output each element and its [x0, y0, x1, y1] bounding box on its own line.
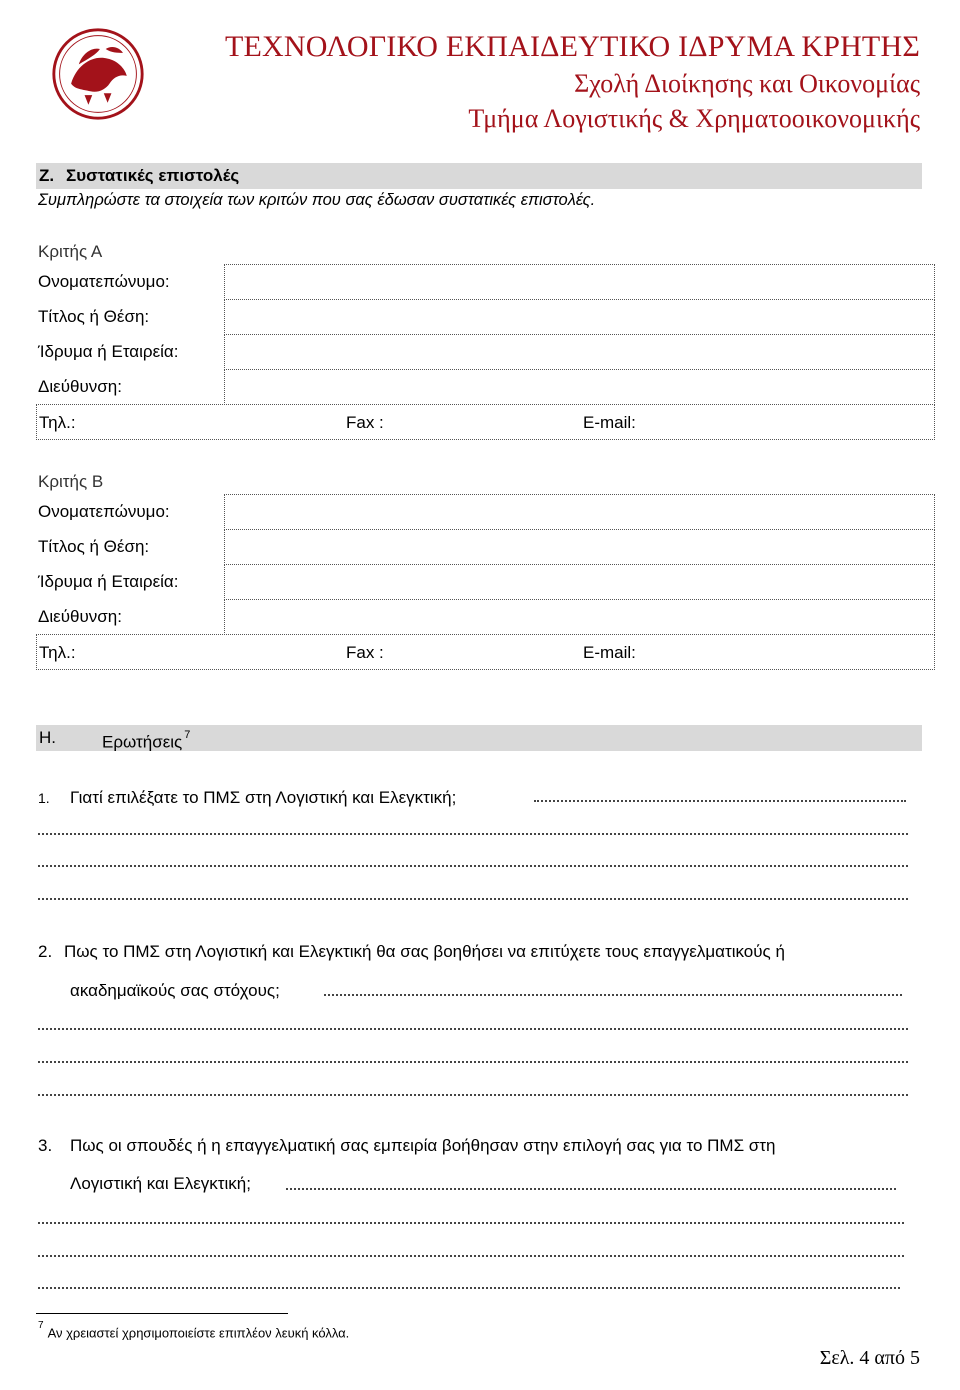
school-name: Σχολή Διοίκησης και Οικονομίας	[574, 69, 920, 98]
judge-b-institution-row	[36, 564, 935, 600]
footnote-text: Αν χρειαστεί χρησιμοποιείστε επιπλέον λευκή κόλλα.	[47, 1325, 350, 1341]
judge-a-tel-label: Τηλ.:	[39, 413, 76, 432]
judge-a-title-label: Τίτλος ή Θέση:	[38, 307, 150, 326]
judge-a-institution-label: Ίδρυμα ή Εταιρεία:	[38, 342, 179, 361]
judge-a-name-row	[36, 264, 935, 300]
judge-b-name-row	[36, 494, 935, 530]
section-h-number: Η.	[39, 728, 56, 747]
section-z-instructions: Συμπληρώστε τα στοιχεία των κριτών που σας έδωσαν συστατικές επιστολές.	[38, 191, 596, 209]
answer-3-line-1[interactable]	[38, 1220, 904, 1224]
answer-2-line-1[interactable]	[38, 1026, 908, 1030]
judge-a-email-label: E-mail:	[583, 413, 636, 432]
judge-b-contact-row[interactable]	[36, 634, 935, 670]
section-h-title: Ερωτήσεις	[102, 732, 183, 752]
judge-b-title-field[interactable]	[224, 529, 935, 565]
judge-a-address-field[interactable]	[224, 369, 935, 405]
judge-a-institution-row	[36, 334, 935, 370]
answer-2-line-3[interactable]	[38, 1092, 908, 1096]
judge-a-title-row	[36, 299, 935, 335]
section-z-title: Συστατικές επιστολές	[66, 166, 240, 185]
footnote-reference: 7	[184, 729, 191, 741]
answer-1-line-3[interactable]	[38, 896, 908, 900]
section-h-title-wrap	[102, 725, 190, 756]
judge-a-title-field[interactable]	[224, 299, 935, 335]
page-number: Σελ. 4 από 5	[819, 1347, 920, 1369]
judge-b-tel-label: Τηλ.:	[39, 643, 76, 662]
judge-b-name-field[interactable]	[224, 494, 935, 530]
question-3-text-line2: Λογιστική και Ελεγκτική;	[70, 1174, 251, 1193]
judge-b-fax-label: Fax :	[346, 643, 384, 662]
question-3	[38, 1136, 918, 1158]
judge-a-address-row	[36, 369, 935, 405]
judge-b-address-label: Διεύθυνση:	[38, 607, 122, 626]
judge-b-address-row	[36, 599, 935, 635]
answer-2-line-0[interactable]	[324, 992, 902, 996]
institution-name: ΤΕΧΝΟΛΟΓΙΚΟ ΕΚΠΑΙΔΕΥΤΙΚΟ ΙΔΡΥΜΑ ΚΡΗΤΗΣ	[224, 30, 920, 63]
question-2-number: 2.	[38, 942, 53, 961]
judge-b-institution-label: Ίδρυμα ή Εταιρεία:	[38, 572, 179, 591]
question-1-number: 1.	[38, 790, 50, 806]
judge-a-address-label: Διεύθυνση:	[38, 377, 122, 396]
judge-b-title-label: Τίτλος ή Θέση:	[38, 537, 150, 556]
footnote-divider	[36, 1313, 288, 1314]
department-name: Τμήμα Λογιστικής & Χρηματοοικονομικής	[468, 104, 920, 133]
answer-1-line-0[interactable]	[534, 798, 906, 802]
answer-1-line-1[interactable]	[38, 831, 908, 835]
question-3-text-line1: Πως οι σπουδές ή η επαγγελματική σας εμπειρία βοήθησαν στην επιλογή σας για το ΠΜΣ στη	[70, 1136, 776, 1155]
judge-a-name-field[interactable]	[224, 264, 935, 300]
judge-b-name-label: Ονοματεπώνυμο:	[38, 502, 170, 521]
answer-3-line-2[interactable]	[38, 1253, 904, 1257]
answer-1-line-2[interactable]	[38, 863, 908, 867]
judge-a-name-label: Ονοματεπώνυμο:	[38, 272, 170, 291]
answer-3-line-0[interactable]	[286, 1186, 896, 1190]
judge-a-fax-label: Fax :	[346, 413, 384, 432]
section-z-number: Ζ.	[39, 166, 55, 185]
question-3-number: 3.	[38, 1136, 53, 1155]
judge-b-address-field[interactable]	[224, 599, 935, 635]
answer-2-line-2[interactable]	[38, 1059, 908, 1063]
judge-b-institution-field[interactable]	[224, 564, 935, 600]
question-2-text-line2: ακαδημαϊκούς σας στόχους;	[70, 981, 280, 1000]
answer-3-line-3[interactable]	[38, 1285, 900, 1289]
section-z-header	[36, 163, 922, 189]
question-2	[38, 942, 918, 964]
judge-a-institution-field[interactable]	[224, 334, 935, 370]
footnote-number: 7	[38, 1320, 44, 1331]
judge-b-title-row	[36, 529, 935, 565]
judge-a-contact-row[interactable]	[36, 404, 935, 440]
question-1-text: Γιατί επιλέξατε το ΠΜΣ στη Λογιστική και Ελεγκτική;	[70, 788, 457, 807]
footnote	[38, 1320, 350, 1341]
question-2-text-line1: Πως το ΠΜΣ στη Λογιστική και Ελεγκτική θα σας βοηθήσει να επιτύχετε τους επαγγελματικούς ή	[64, 942, 785, 961]
judge-b-heading: Κριτής Β	[38, 472, 104, 491]
section-h-header	[36, 725, 922, 751]
judge-b-email-label: E-mail:	[583, 643, 636, 662]
judge-a-heading: Κριτής Α	[38, 242, 103, 261]
institution-logo	[50, 26, 146, 122]
